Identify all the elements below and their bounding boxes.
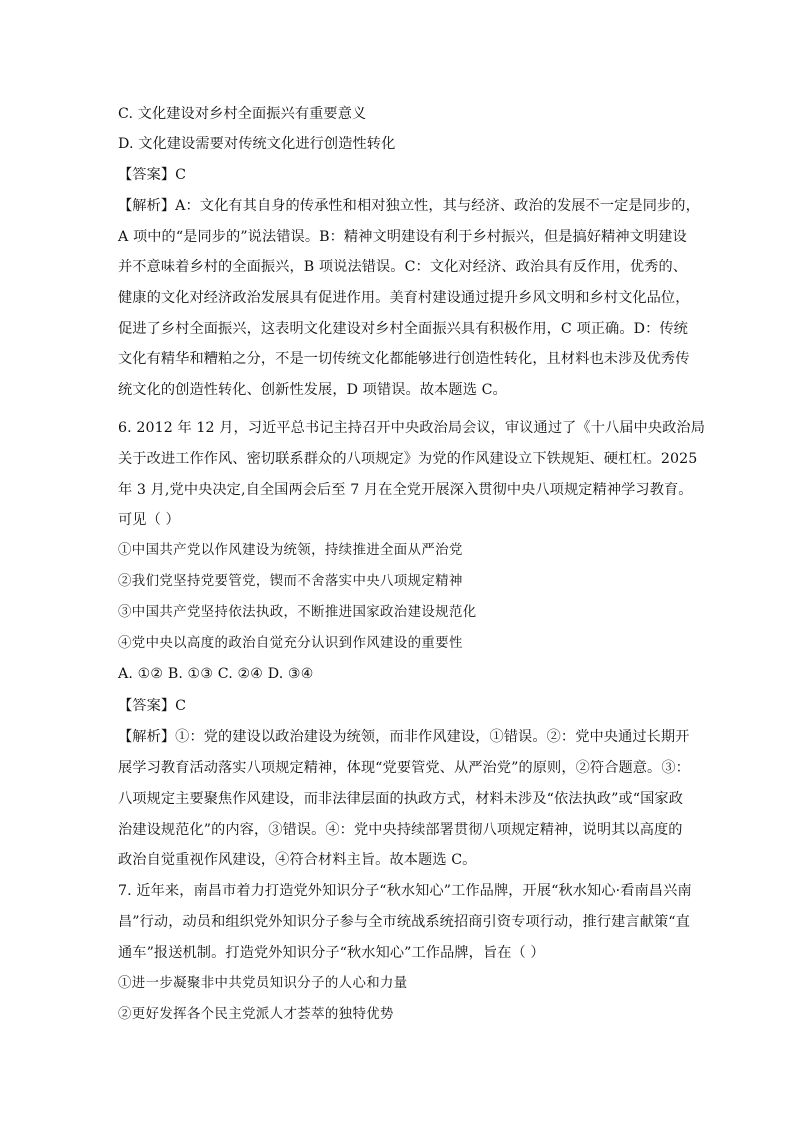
q5-analysis-line bbox=[118, 196, 700, 216]
q5-option-d: D. 文化建设需要对传统文化进行创造性转化 bbox=[118, 136, 396, 152]
q5-analysis-line: A 项中的“是同步的”说法错误。B：精神文明建设有利于乡村振兴，但是搞好精神文明建设 bbox=[118, 229, 687, 245]
q6-option: ②我们党坚持党要管党，锲而不舍落实中央八项规定精神 bbox=[118, 574, 463, 589]
q6-analysis-line: 政治自觉重视作风建设，④符合材料主旨。故本题选 C。 bbox=[118, 852, 477, 868]
answer-tag: 【答案】 bbox=[118, 167, 176, 183]
q5-analysis-line: 促进了乡村全面振兴，这表明文化建设对乡村全面振兴具有积极作用，C 项正确。D：传统 bbox=[118, 321, 688, 337]
q6-analysis-line bbox=[118, 727, 688, 747]
q7-stem-line: 昌”行动，动员和组织党外知识分子参与全市统战系统招商引资专项行动，推行建言献策“直 bbox=[118, 914, 690, 930]
q5-analysis-line: 健康的文化对经济政治发展具有促进作用。美育村建设通过提升乡风文明和乡村文化品位， bbox=[118, 290, 690, 306]
q6-analysis-line: 展学习教育活动落实八项规定精神，体现“党要管党、从严治党”的原则，②符合题意。③： bbox=[118, 760, 690, 776]
q6-analysis-line: 八项规定主要聚焦作风建设，而非法律层面的执政方式，材料未涉及“依法执政”或“国家政 bbox=[118, 791, 683, 807]
answer-value: C bbox=[175, 167, 187, 183]
answer-value: C bbox=[175, 698, 187, 714]
analysis-tag: 【解析】 bbox=[118, 198, 176, 214]
analysis-tag: 【解析】 bbox=[118, 729, 176, 745]
q7-option: ①进一步凝聚非中共党员知识分子的人心和力量 bbox=[118, 976, 408, 991]
q6-choices: A. ①② B. ①③ C. ②④ D. ③④ bbox=[118, 666, 314, 682]
q5-analysis-line: 文化有精华和糟粕之分，不是一切传统文化都能够进行创造性转化，且材料也未涉及优秀传 bbox=[118, 351, 690, 367]
q5-analysis-line: 并不意味着乡村的全面振兴，B 项说法错误。C：文化对经济、政治具有反作用，优秀的、 bbox=[118, 259, 688, 275]
q6-option: ④党中央以高度的政治自觉充分认识到作风建设的重要性 bbox=[118, 636, 463, 651]
answer-tag: 【答案】 bbox=[118, 698, 176, 714]
q7-stem-line: 7. 近年来，南昌市着力打造党外知识分子“秋水知心”工作品牌，开展“秋水知心·看南昌兴南 bbox=[118, 883, 692, 899]
q5-answer bbox=[118, 165, 688, 185]
q6-option: ③中国共产党坚持依法执政，不断推进国家政治建设规范化 bbox=[118, 605, 477, 620]
q7-stem-line: 通车”报送机制。打造党外知识分子“秋水知心”工作品牌，旨在（ ） bbox=[118, 945, 545, 961]
q6-stem-line: 可见（ ） bbox=[118, 512, 180, 528]
analysis-text: ①：党的建设以政治建设为统领，而非作风建设，①错误。②：党中央通过长期开 bbox=[175, 729, 690, 745]
q6-analysis-line: 治建设规范化”的内容，③错误。④：党中央持续部署贯彻八项规定精神，说明其以高度的 bbox=[118, 822, 683, 838]
q5-analysis-line: 统文化的创造性转化、创新性发展，D 项错误。故本题选 C。 bbox=[118, 382, 507, 398]
q5-option-c: C. 文化建设对乡村全面振兴有重要意义 bbox=[118, 106, 367, 122]
q7-option: ②更好发挥各个民主党派人才荟萃的独特优势 bbox=[118, 1007, 394, 1022]
q6-stem-line: 关于改进工作作风、密切联系群众的八项规定》为党的作风建设立下铁规矩、硬杠杠。2025 bbox=[118, 451, 698, 467]
analysis-text: A：文化有其自身的传承性和相对独立性，其与经济、政治的发展不一定是同步的， bbox=[175, 198, 700, 214]
q6-option: ①中国共产党以作风建设为统领，持续推进全面从严治党 bbox=[118, 543, 463, 558]
q6-stem-line: 年 3 月,党中央决定,自全国两会后至 7 月在全党开展深入贯彻中央八项规定精神学习教育。 bbox=[118, 482, 693, 498]
q6-stem-line: 6. 2012 年 12 月，习近平总书记主持召开中央政治局会议，审议通过了《十八届中央政治局 bbox=[118, 420, 705, 436]
q6-answer bbox=[118, 696, 688, 716]
